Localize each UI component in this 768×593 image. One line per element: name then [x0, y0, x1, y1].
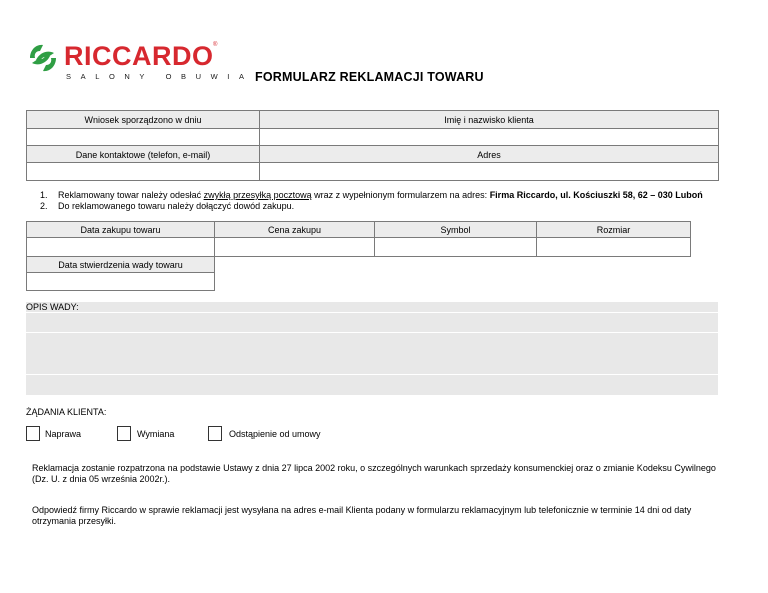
- repair-option-label: Naprawa: [45, 429, 82, 439]
- defect-date-label: Data stwierdzenia wady towaru: [26, 256, 215, 273]
- address-label: Adres: [259, 145, 719, 163]
- client-name-label: Imię i nazwisko klienta: [259, 110, 719, 129]
- purchase-price-label: Cena zakupu: [214, 221, 375, 238]
- logo-subtitle: SALONY OBUWIA: [66, 72, 254, 81]
- legal-basis-note: Reklamacja zostanie rozpatrzona na podstawie Ustawy z dnia 27 lipca 2002 roku, o szczególnych warunkach sprzedaży konsumenckiej oraz o zmianie Kodeksu Cywilnego (Dz. U. z dnia 05 września 2002r.).: [32, 463, 716, 484]
- withdrawal-checkbox[interactable]: [208, 426, 222, 441]
- instruction-item: [40, 201, 703, 212]
- repair-checkbox[interactable]: [26, 426, 40, 441]
- purchase-date-label: Data zakupu towaru: [26, 221, 215, 238]
- logo-wordmark: RICCARDO: [64, 41, 214, 71]
- client-requests-label: ŻĄDANIA KLIENTA:: [26, 407, 107, 417]
- riccardo-logo: [26, 41, 254, 82]
- form-title: FORMULARZ REKLAMACJI TOWARU: [255, 70, 484, 84]
- address-input[interactable]: [259, 162, 719, 181]
- divider: [26, 332, 718, 333]
- purchase-date-input[interactable]: [26, 237, 215, 257]
- defect-description-label: OPIS WADY:: [26, 302, 79, 312]
- size-label: Rozmiar: [536, 221, 691, 238]
- instruction-item: [40, 190, 703, 201]
- instructions-list: [40, 190, 703, 212]
- defect-description-area[interactable]: [26, 302, 718, 395]
- contact-data-input[interactable]: [26, 162, 260, 181]
- response-note: Odpowiedź firmy Riccardo w sprawie reklamacji jest wysyłana na adres e-mail Klienta podany w formularzu reklamacyjnym lub telefonicznie w terminie 14 dni od daty otrzymania przesyłki.: [32, 505, 692, 526]
- instruction-number: 1.: [40, 190, 48, 200]
- purchase-price-input[interactable]: [214, 237, 375, 257]
- divider: [26, 374, 718, 375]
- logo-registered-mark: ®: [213, 42, 218, 48]
- exchange-option-label: Wymiana: [137, 429, 175, 439]
- symbol-input[interactable]: [374, 237, 537, 257]
- instruction-text: wraz z wypełnionym formularzem na adres:: [311, 190, 490, 200]
- symbol-label: Symbol: [374, 221, 537, 238]
- shipping-address: Firma Riccardo, ul. Kościuszki 58, 62 – 030 Luboń: [489, 190, 703, 200]
- instruction-number: 2.: [40, 201, 48, 211]
- contact-data-label: Dane kontaktowe (telefon, e-mail): [26, 145, 260, 163]
- size-input[interactable]: [536, 237, 691, 257]
- withdrawal-option-label: Odstąpienie od umowy: [229, 429, 321, 439]
- request-date-input[interactable]: [26, 128, 260, 146]
- request-date-label: Wniosek sporządzono w dniu: [26, 110, 260, 129]
- instruction-text: Do reklamowanego towaru należy dołączyć dowód zakupu.: [58, 201, 295, 211]
- defect-date-input[interactable]: [26, 272, 215, 291]
- instruction-underlined-text: zwykłą przesyłką pocztową: [203, 190, 312, 200]
- client-name-input[interactable]: [259, 128, 719, 146]
- riccardo-leaf-icon: [26, 42, 60, 74]
- instruction-text: Reklamowany towar należy odesłać: [58, 190, 204, 200]
- exchange-checkbox[interactable]: [117, 426, 131, 441]
- divider: [26, 312, 718, 313]
